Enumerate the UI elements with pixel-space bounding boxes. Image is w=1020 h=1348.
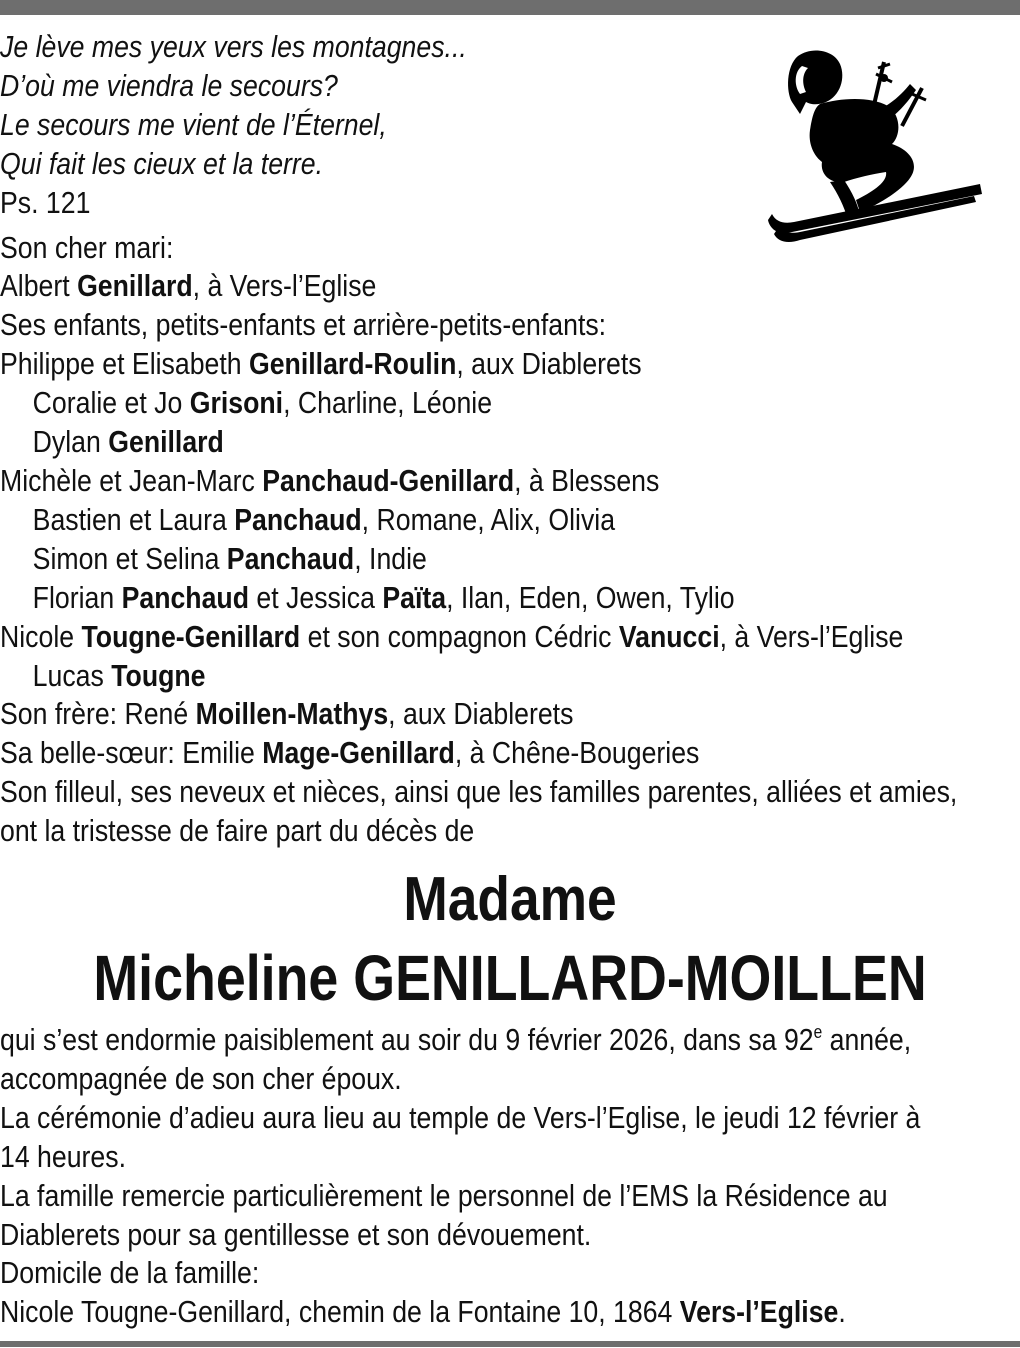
address-line: Nicole Tougne-Genillard, chemin de la Fontaine 10, 1864 Vers-l’Eglise.	[0, 1294, 846, 1330]
poem-line: Qui fait les cieux et la terre.	[0, 145, 324, 181]
detail-line: qui s’est endormie paisiblement au soir du 9 février 2026, dans sa 92e année,	[0, 1022, 912, 1057]
detail-line: La cérémonie d’adieu aura lieu au temple de Vers-l’Eglise, le jeudi 12 février à	[0, 1099, 921, 1135]
announce-line: ont la tristesse de faire part du décès de	[0, 813, 475, 849]
grandchild-line: Lucas Tougne	[32, 657, 206, 693]
detail-line: accompagnée de son cher époux.	[0, 1060, 402, 1096]
notice-body	[0, 28, 958, 851]
notice-details	[0, 1021, 921, 1332]
husband-line: Albert Genillard, à Vers-l’Eglise	[0, 268, 377, 304]
child-line: Michèle et Jean-Marc Panchaud-Genillard, à Blessens	[0, 462, 660, 498]
poem-line: Je lève mes yeux vers les montagnes...	[0, 29, 467, 64]
child-line: Philippe et Elisabeth Genillard-Roulin, aux Diablerets	[0, 346, 642, 382]
deceased-title: Madame	[403, 865, 617, 934]
top-rule	[0, 0, 1020, 15]
grandchild-line: Bastien et Laura Panchaud, Romane, Alix, Olivia	[32, 501, 616, 537]
detail-line: Diablerets pour sa gentillesse et son dévouement.	[0, 1216, 592, 1252]
child-line: Nicole Tougne-Genillard et son compagnon Cédric Vanucci, à Vers-l’Eglise	[0, 618, 904, 654]
sister-in-law-line: Sa belle-sœur: Emilie Mage-Genillard, à Chêne-Bougeries	[0, 735, 700, 771]
detail-line: 14 heures.	[0, 1138, 126, 1174]
husband-intro: Son cher mari:	[0, 229, 174, 265]
detail-line: Domicile de la famille:	[0, 1255, 260, 1291]
poem-line: Le secours me vient de l’Éternel,	[0, 106, 387, 142]
others-line: Son filleul, ses neveux et nièces, ainsi que les familles parentes, alliées et amies,	[0, 774, 958, 810]
children-intro: Ses enfants, petits-enfants et arrière-petits-enfants:	[0, 307, 607, 343]
brother-line: Son frère: René Moillen-Mathys, aux Diablerets	[0, 696, 574, 732]
psalm-reference: Ps. 121	[0, 184, 91, 220]
deceased-name: Micheline GENILLARD-MOILLEN	[93, 942, 927, 1014]
poem-line: D’où me viendra le secours?	[0, 67, 338, 103]
grandchild-line: Dylan Genillard	[32, 424, 224, 460]
detail-line: La famille remercie particulièrement le personnel de l’EMS la Résidence au	[0, 1177, 888, 1213]
grandchild-line: Florian Panchaud et Jessica Païta, Ilan, Eden, Owen, Tylio	[32, 579, 735, 615]
bottom-rule	[0, 1341, 1020, 1347]
grandchild-line: Simon et Selina Panchaud, Indie	[32, 540, 427, 576]
grandchild-line: Coralie et Jo Grisoni, Charline, Léonie	[32, 385, 493, 421]
deceased-name-block	[0, 862, 1020, 1018]
